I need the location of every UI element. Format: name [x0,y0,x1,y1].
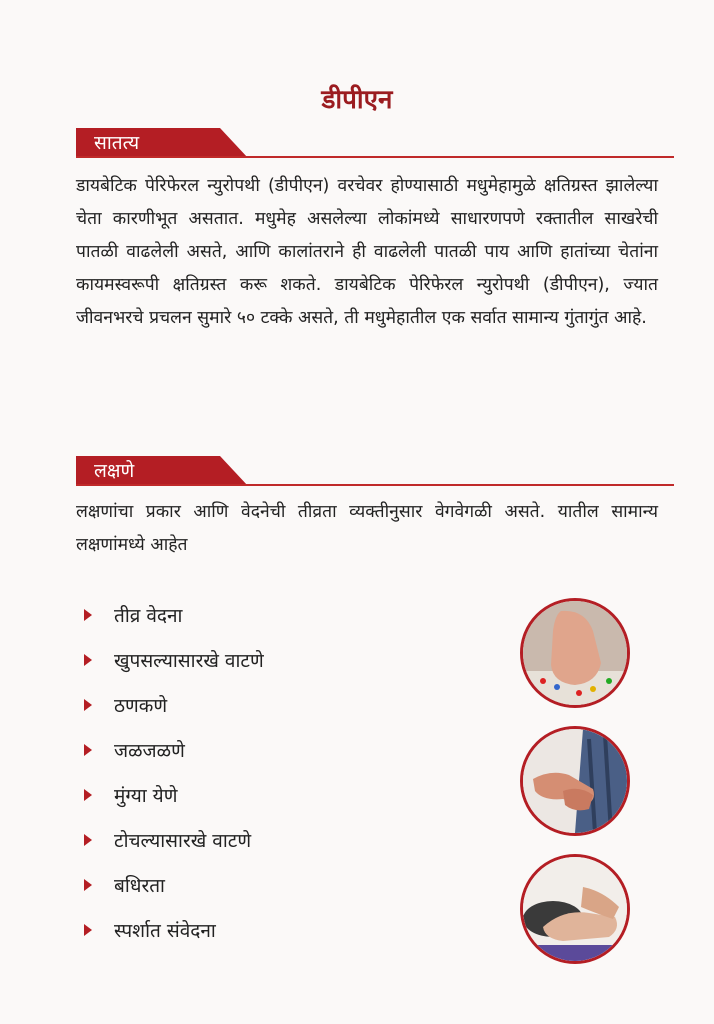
section-heading-tab: सातत्य [76,128,220,158]
section-symptoms-body: लक्षणांचा प्रकार आणि वेदनेची तीव्रता व्यक्तीनुसार वेगवेगळी असते. यातील सामान्य लक्षणांमध्ये आहेत [76,502,658,555]
list-item: जळजळणे [84,727,264,772]
section-header-symptoms [76,456,674,486]
section-divider [76,484,674,486]
list-item: स्पर्शात संवेदना [84,907,264,952]
list-item: मुंग्या येणे [84,772,264,817]
bullet-triangle-icon [84,699,92,711]
section-header-continuity [76,128,674,158]
symptom-list [84,592,264,952]
bullet-triangle-icon [84,834,92,846]
section-heading-tab: लक्षणे [76,456,220,486]
wrist-pain-photo [520,726,630,836]
bullet-triangle-icon [84,879,92,891]
bullet-triangle-icon [84,789,92,801]
bullet-triangle-icon [84,744,92,756]
list-item: खुपसल्यासारखे वाटणे [84,637,264,682]
foot-massage-photo [520,854,630,964]
page-title: डीपीएन [321,85,393,115]
list-item: तीव्र वेदना [84,592,264,637]
bullet-triangle-icon [84,609,92,621]
section-continuity-body: डायबेटिक पेरिफेरल न्युरोपथी (डीपीएन) वरचेवर होण्यासाठी मधुमेहामुळे क्षतिग्रस्त झालेल्या चेता कारणीभूत असतात. मधुमेह असलेल्या लोकांमध्ये साधारणपणे रक्तातील साखरेची पातळी वाढलेली असते, आणि कालांतराने ही वाढलेली पातळी पाय आणि हातांच्या चेतांना कायमस्वरूपी क्षतिग्रस्त करू शकते. डायबेटिक पेरिफेरल न्युरोपथी (डीपीएन), ज्यात जीवनभरचे प्रचलन सुमारे ५० टक्के असते, ती मधुमेहातील एक सर्वात सामान्य गुंतागुंत आहे. [76,176,658,328]
list-item: टोचल्यासारखे वाटणे [84,817,264,862]
section-divider [76,156,674,158]
bullet-triangle-icon [84,654,92,666]
list-item: बधिरता [84,862,264,907]
foot-on-pins-photo [520,598,630,708]
list-item: ठणकणे [84,682,264,727]
bullet-triangle-icon [84,924,92,936]
